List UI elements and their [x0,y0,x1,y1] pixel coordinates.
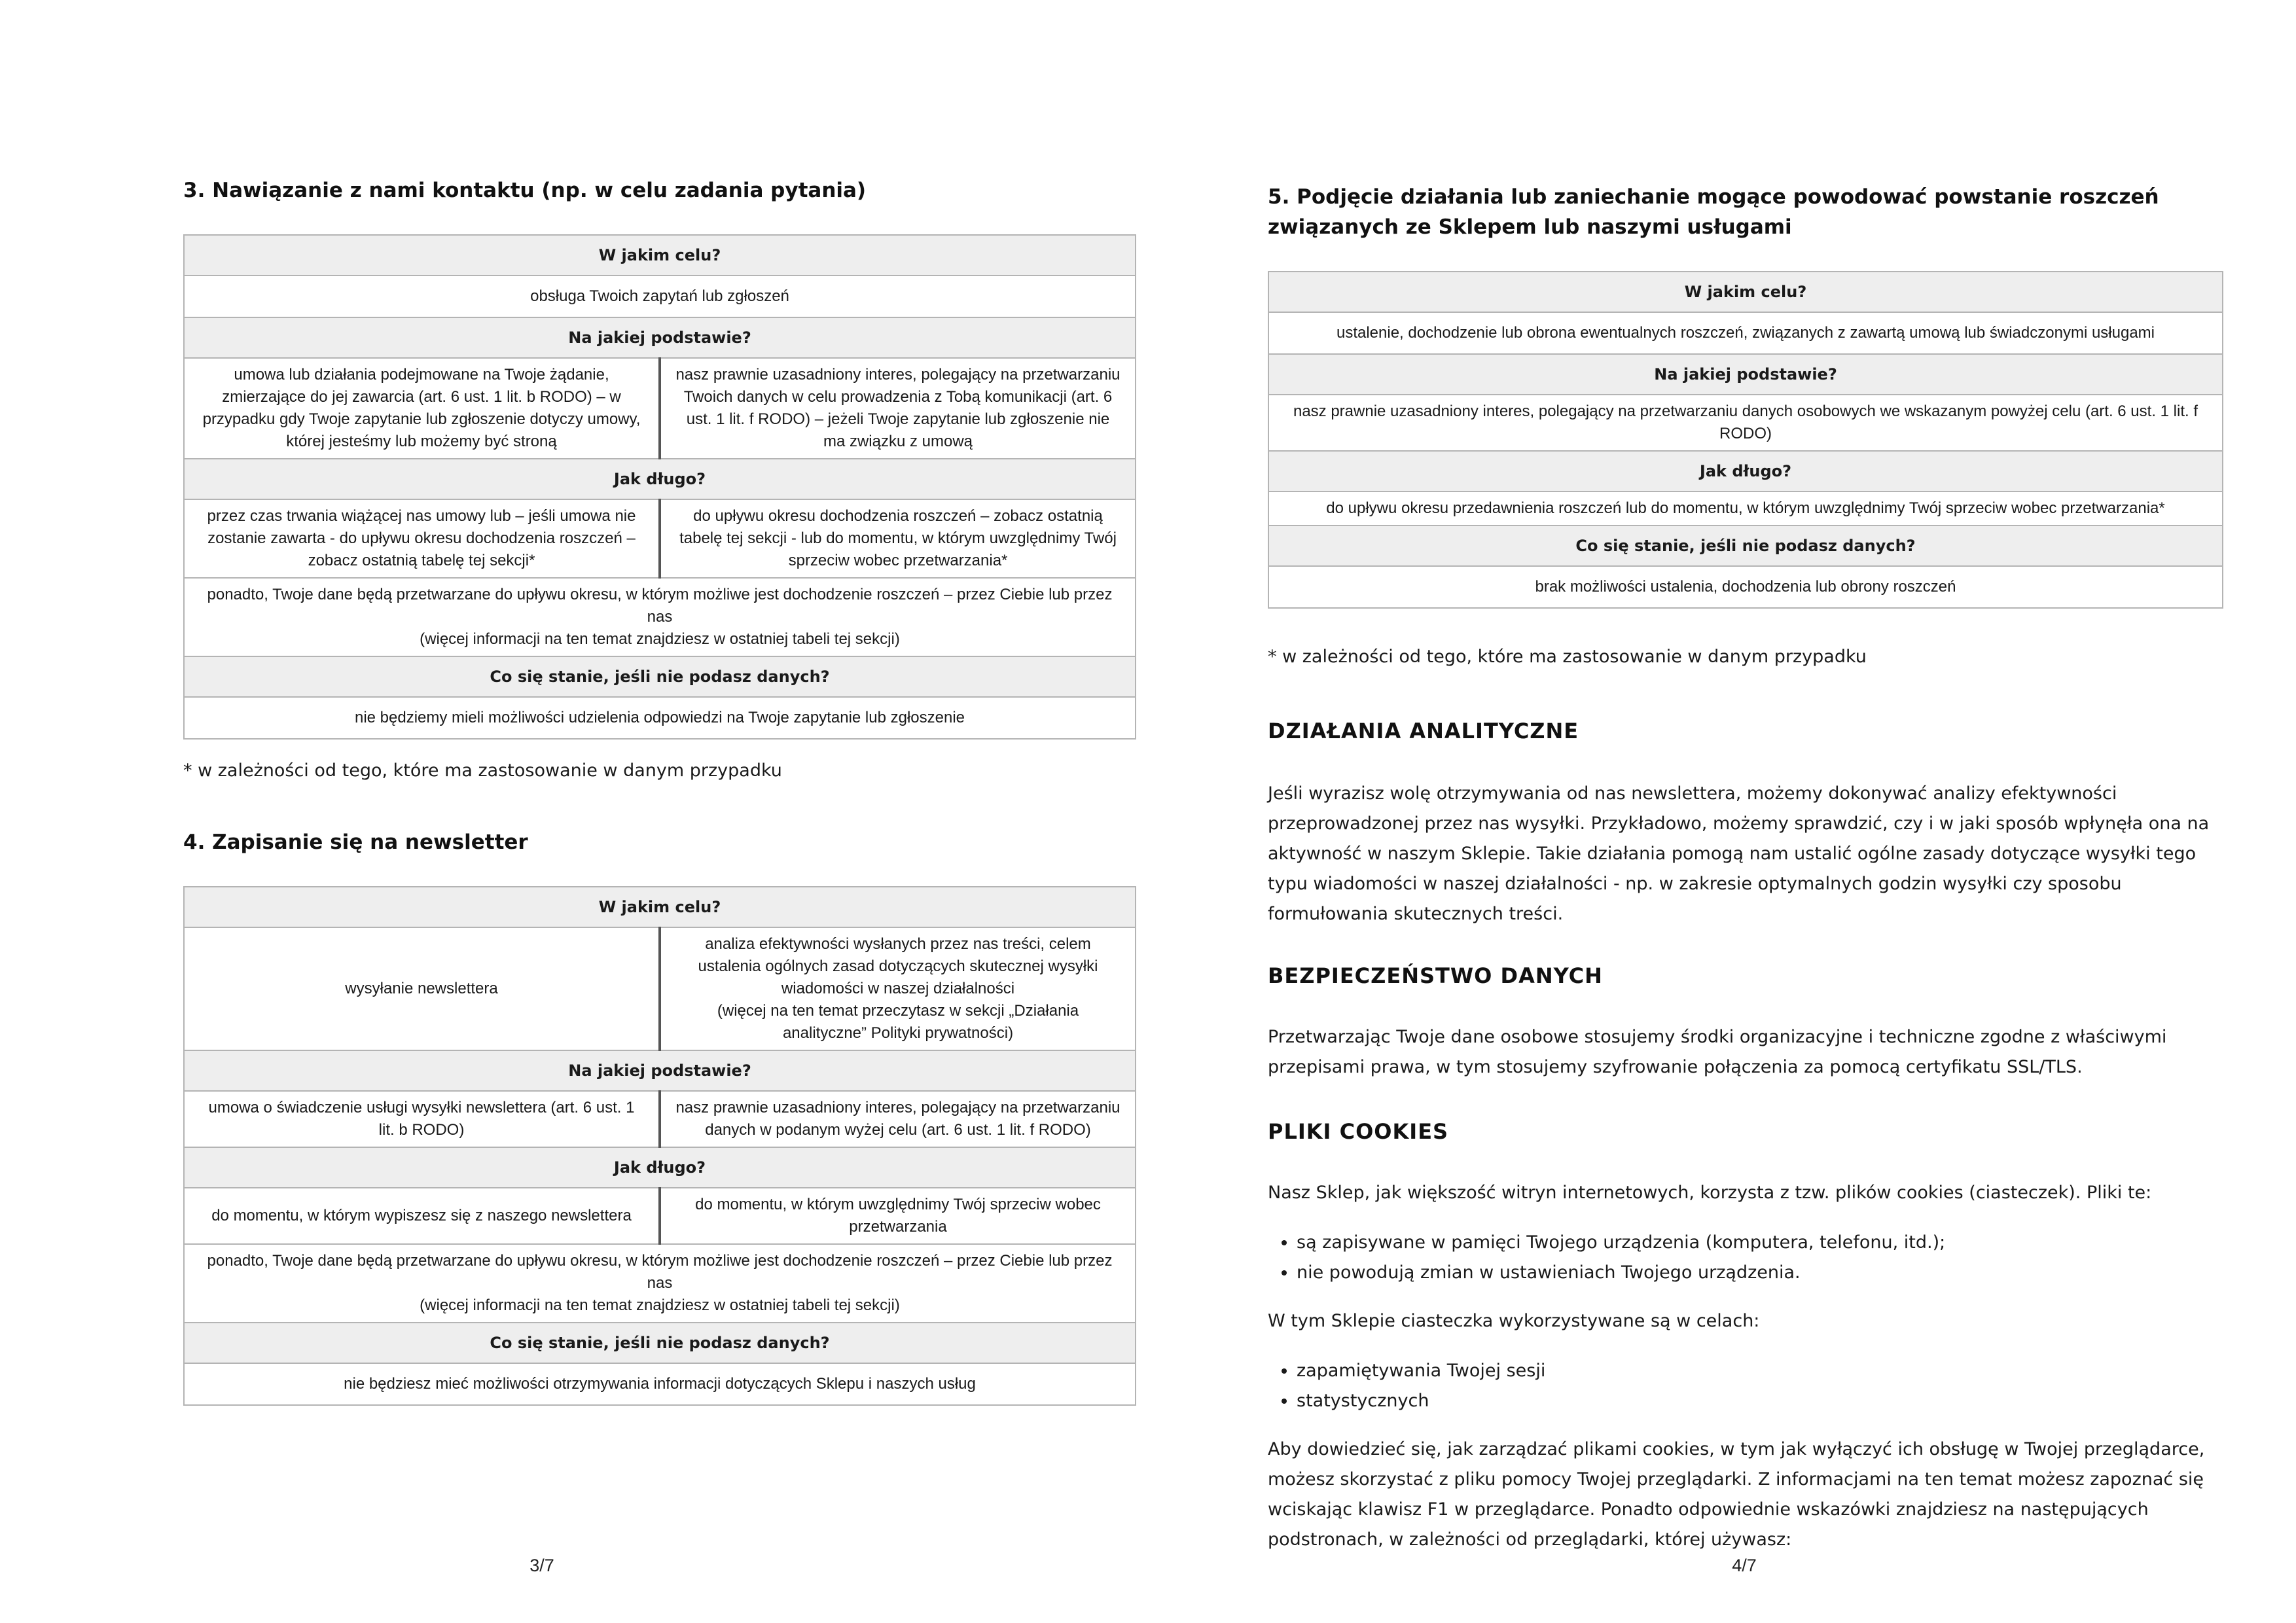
section-5-footnote: * w zależności od tego, które ma zastosowanie w danym przypadku [1268,647,1867,667]
cookies-heading: PLIKI COOKIES [1268,1119,1449,1144]
duration-extra-cell [184,1244,1136,1323]
cookies-properties-list [1268,1228,2213,1288]
cookies-purposes-list [1268,1356,2213,1416]
duration-right-cell: do upływu okresu dochodzenia roszczeń – zobacz ostatnią tabelę tej sekcji - lub do momentu, w którym uwzględnimy Twój sprzeciw wobec przetwarzania* [660,499,1136,578]
page-number-right: 4/7 [1732,1556,1757,1575]
duration-left-cell: do momentu, w którym wypiszesz się z naszego newslettera [184,1188,660,1244]
section-3-footnote: * w zależności od tego, które ma zastosowanie w danym przypadku [183,760,782,781]
basis-left-cell: umowa lub działania podejmowane na Twoje żądanie, zmierzające do jej zawarcia (art. 6 ust. 1 lit. b RODO) – w przypadku gdy Twoje zapytanie lub zgłoszenie dotyczy umowy, której jesteśmy lub możemy być stroną [184,358,660,459]
section-4-table [183,886,1136,1406]
purpose-header: W jakim celu? [184,887,1136,927]
table-row [184,1363,1136,1405]
analytics-heading: DZIAŁANIA ANALITYCZNE [1268,719,1579,743]
table-row [184,887,1136,927]
analytics-text: Jeśli wyrazisz wolę otrzymywania od nas newslettera, możemy dokonywać analizy efektywności przeprowadzonej przez nas wysyłki. Przykładowo, możemy sprawdzić, czy i w jaki sposób wpłynęła ona na aktywność w naszym Sklepie. Takie działania pomogą nam ustalić ogólne zasady dotyczące wysyłki tego typu wiadomości w naszej działalności - np. w zakresie optymalnych godzin wysyłki czy sposobu formułowania skutecznych treści. [1268,783,2210,924]
page-number-left: 3/7 [529,1556,554,1575]
table-row [1268,491,2223,526]
basis-header: Na jakiej podstawie? [184,317,1136,358]
basis-right-cell: nasz prawnie uzasadniony interes, polegający na przetwarzaniu Twoich danych w celu prowadzenia z Tobą komunikacji (art. 6 ust. 1 lit. f RODO) – jeżeli Twoje zapytanie lub zgłoszenie nie ma związku z umową [660,358,1136,459]
purpose-header: W jakim celu? [1268,272,2223,312]
basis-header: Na jakiej podstawie? [184,1050,1136,1091]
purpose-right-line-1: analiza efektywności wysłanych przez nas treści, celem ustalenia ogólnych zasad dotyczących skutecznej wysyłki wiadomości w naszej działalności [698,935,1098,997]
table-row [184,1323,1136,1363]
section-3-table [183,234,1136,740]
table-row [1268,272,2223,312]
table-row [184,1244,1136,1323]
table-row [1268,312,2223,354]
section-5-table [1268,271,2223,609]
table-row [1268,526,2223,566]
table-row [184,1188,1136,1244]
consequence-cell: nie będziemy mieli możliwości udzielenia odpowiedzi na Twoje zapytanie lub zgłoszenie [184,697,1136,739]
table-row [1268,354,2223,395]
table-row [184,697,1136,739]
cookies-purposes-intro: W tym Sklepie ciasteczka wykorzystywane są w celach: [1268,1311,1760,1331]
consequence-header: Co się stanie, jeśli nie podasz danych? [1268,526,2223,566]
table-row [184,656,1136,697]
section-3-heading: 3. Nawiązanie z nami kontaktu (np. w celu zadania pytania) [183,179,867,202]
section-5-heading: 5. Podjęcie działania lub zaniechanie mogące powodować powstanie roszczeń związanych ze Sklepem lub naszymi usługami [1268,185,2159,239]
basis-right-cell: nasz prawnie uzasadniony interes, polegający na przetwarzaniu danych w podanym wyżej celu (art. 6 ust. 1 lit. f RODO) [660,1091,1136,1147]
basis-cell: nasz prawnie uzasadniony interes, polegający na przetwarzaniu danych osobowych we wskazanym powyżej celu (art. 6 ust. 1 lit. f RODO) [1268,395,2223,451]
duration-header: Jak długo? [1268,451,2223,491]
table-row [1268,566,2223,608]
security-heading: BEZPIECZEŃSTWO DANYCH [1268,963,1603,988]
table-row [184,358,1136,459]
duration-header: Jak długo? [184,459,1136,499]
purpose-header: W jakim celu? [184,235,1136,276]
table-row [184,927,1136,1050]
duration-extra-line-1: ponadto, Twoje dane będą przetwarzane do upływu okresu, w którym możliwe jest dochodzenie roszczeń – przez Ciebie lub przez nas [207,1252,1113,1292]
duration-cell: do upływu okresu przedawnienia roszczeń lub do momentu, w którym uwzględnimy Twój sprzeciw wobec przetwarzania* [1268,491,2223,526]
table-row [184,1147,1136,1188]
duration-header: Jak długo? [184,1147,1136,1188]
consequence-header: Co się stanie, jeśli nie podasz danych? [184,656,1136,697]
cookies-intro: Nasz Sklep, jak większość witryn internetowych, korzysta z tzw. plików cookies (ciasteczek). Pliki te: [1268,1183,2152,1203]
purpose-left-cell: wysyłanie newslettera [184,927,660,1050]
table-row [1268,451,2223,491]
consequence-cell: brak możliwości ustalenia, dochodzenia lub obrony roszczeń [1268,566,2223,608]
basis-left-cell: umowa o świadczenie usługi wysyłki newslettera (art. 6 ust. 1 lit. b RODO) [184,1091,660,1147]
security-text: Przetwarzając Twoje dane osobowe stosujemy środki organizacyjne i techniczne zgodne z właściwymi przepisami prawa, w tym stosujemy szyfrowanie połączenia za pomocą certyfikatu SSL/TLS. [1268,1027,2167,1077]
table-row [184,578,1136,656]
section-4-heading: 4. Zapisanie się na newsletter [183,830,528,854]
purpose-right-cell [660,927,1136,1050]
purpose-cell: obsługa Twoich zapytań lub zgłoszeń [184,276,1136,317]
table-row [184,276,1136,317]
table-row [184,1091,1136,1147]
duration-extra-cell [184,578,1136,656]
duration-left-cell: przez czas trwania wiążącej nas umowy lub – jeśli umowa nie zostanie zawarta - do upływu okresu dochodzenia roszczeń – zobacz ostatnią tabelę tej sekcji* [184,499,660,578]
list-item: • są zapisywane w pamięci Twojego urządzenia (komputera, telefonu, itd.); [1297,1228,2213,1258]
duration-extra-line-2: (więcej informacji na ten temat znajdziesz w ostatniej tabeli tej sekcji) [420,630,900,648]
list-item: • statystycznych [1297,1386,2213,1416]
duration-extra-line-2: (więcej informacji na ten temat znajdziesz w ostatniej tabeli tej sekcji) [420,1296,900,1314]
duration-right-cell: do momentu, w którym uwzględnimy Twój sprzeciw wobec przetwarzania [660,1188,1136,1244]
table-row [1268,395,2223,451]
basis-header: Na jakiej podstawie? [1268,354,2223,395]
list-item: • zapamiętywania Twojej sesji [1297,1356,2213,1386]
table-row [184,499,1136,578]
table-row [184,317,1136,358]
table-row [184,459,1136,499]
consequence-cell: nie będziesz mieć możliwości otrzymywania informacji dotyczących Sklepu i naszych usług [184,1363,1136,1405]
purpose-right-line-2: (więcej na ten temat przeczytasz w sekcji „Działania analityczne” Polityki prywatności) [717,1002,1079,1042]
table-row [184,235,1136,276]
cookies-manage-text: Aby dowiedzieć się, jak zarządzać plikami cookies, w tym jak wyłączyć ich obsługę w Twojej przeglądarce, możesz skorzystać z pliku pomocy Twojej przeglądarki. Z informacjami na ten temat możesz zapoznać się wciskając klawisz F1 w przeglądarce. Ponadto odpowiednie wskazówki znajdziesz na następujących podstronach, w zależności od przeglądarki, której używasz: [1268,1439,2205,1550]
list-item: • nie powodują zmian w ustawieniach Twojego urządzenia. [1297,1258,2213,1288]
table-row [184,1050,1136,1091]
duration-extra-line-1: ponadto, Twoje dane będą przetwarzane do upływu okresu, w którym możliwe jest dochodzenie roszczeń – przez Ciebie lub przez nas [207,586,1113,626]
purpose-cell: ustalenie, dochodzenie lub obrona ewentualnych roszczeń, związanych z zawartą umową lub świadczonymi usługami [1268,312,2223,354]
consequence-header: Co się stanie, jeśli nie podasz danych? [184,1323,1136,1363]
